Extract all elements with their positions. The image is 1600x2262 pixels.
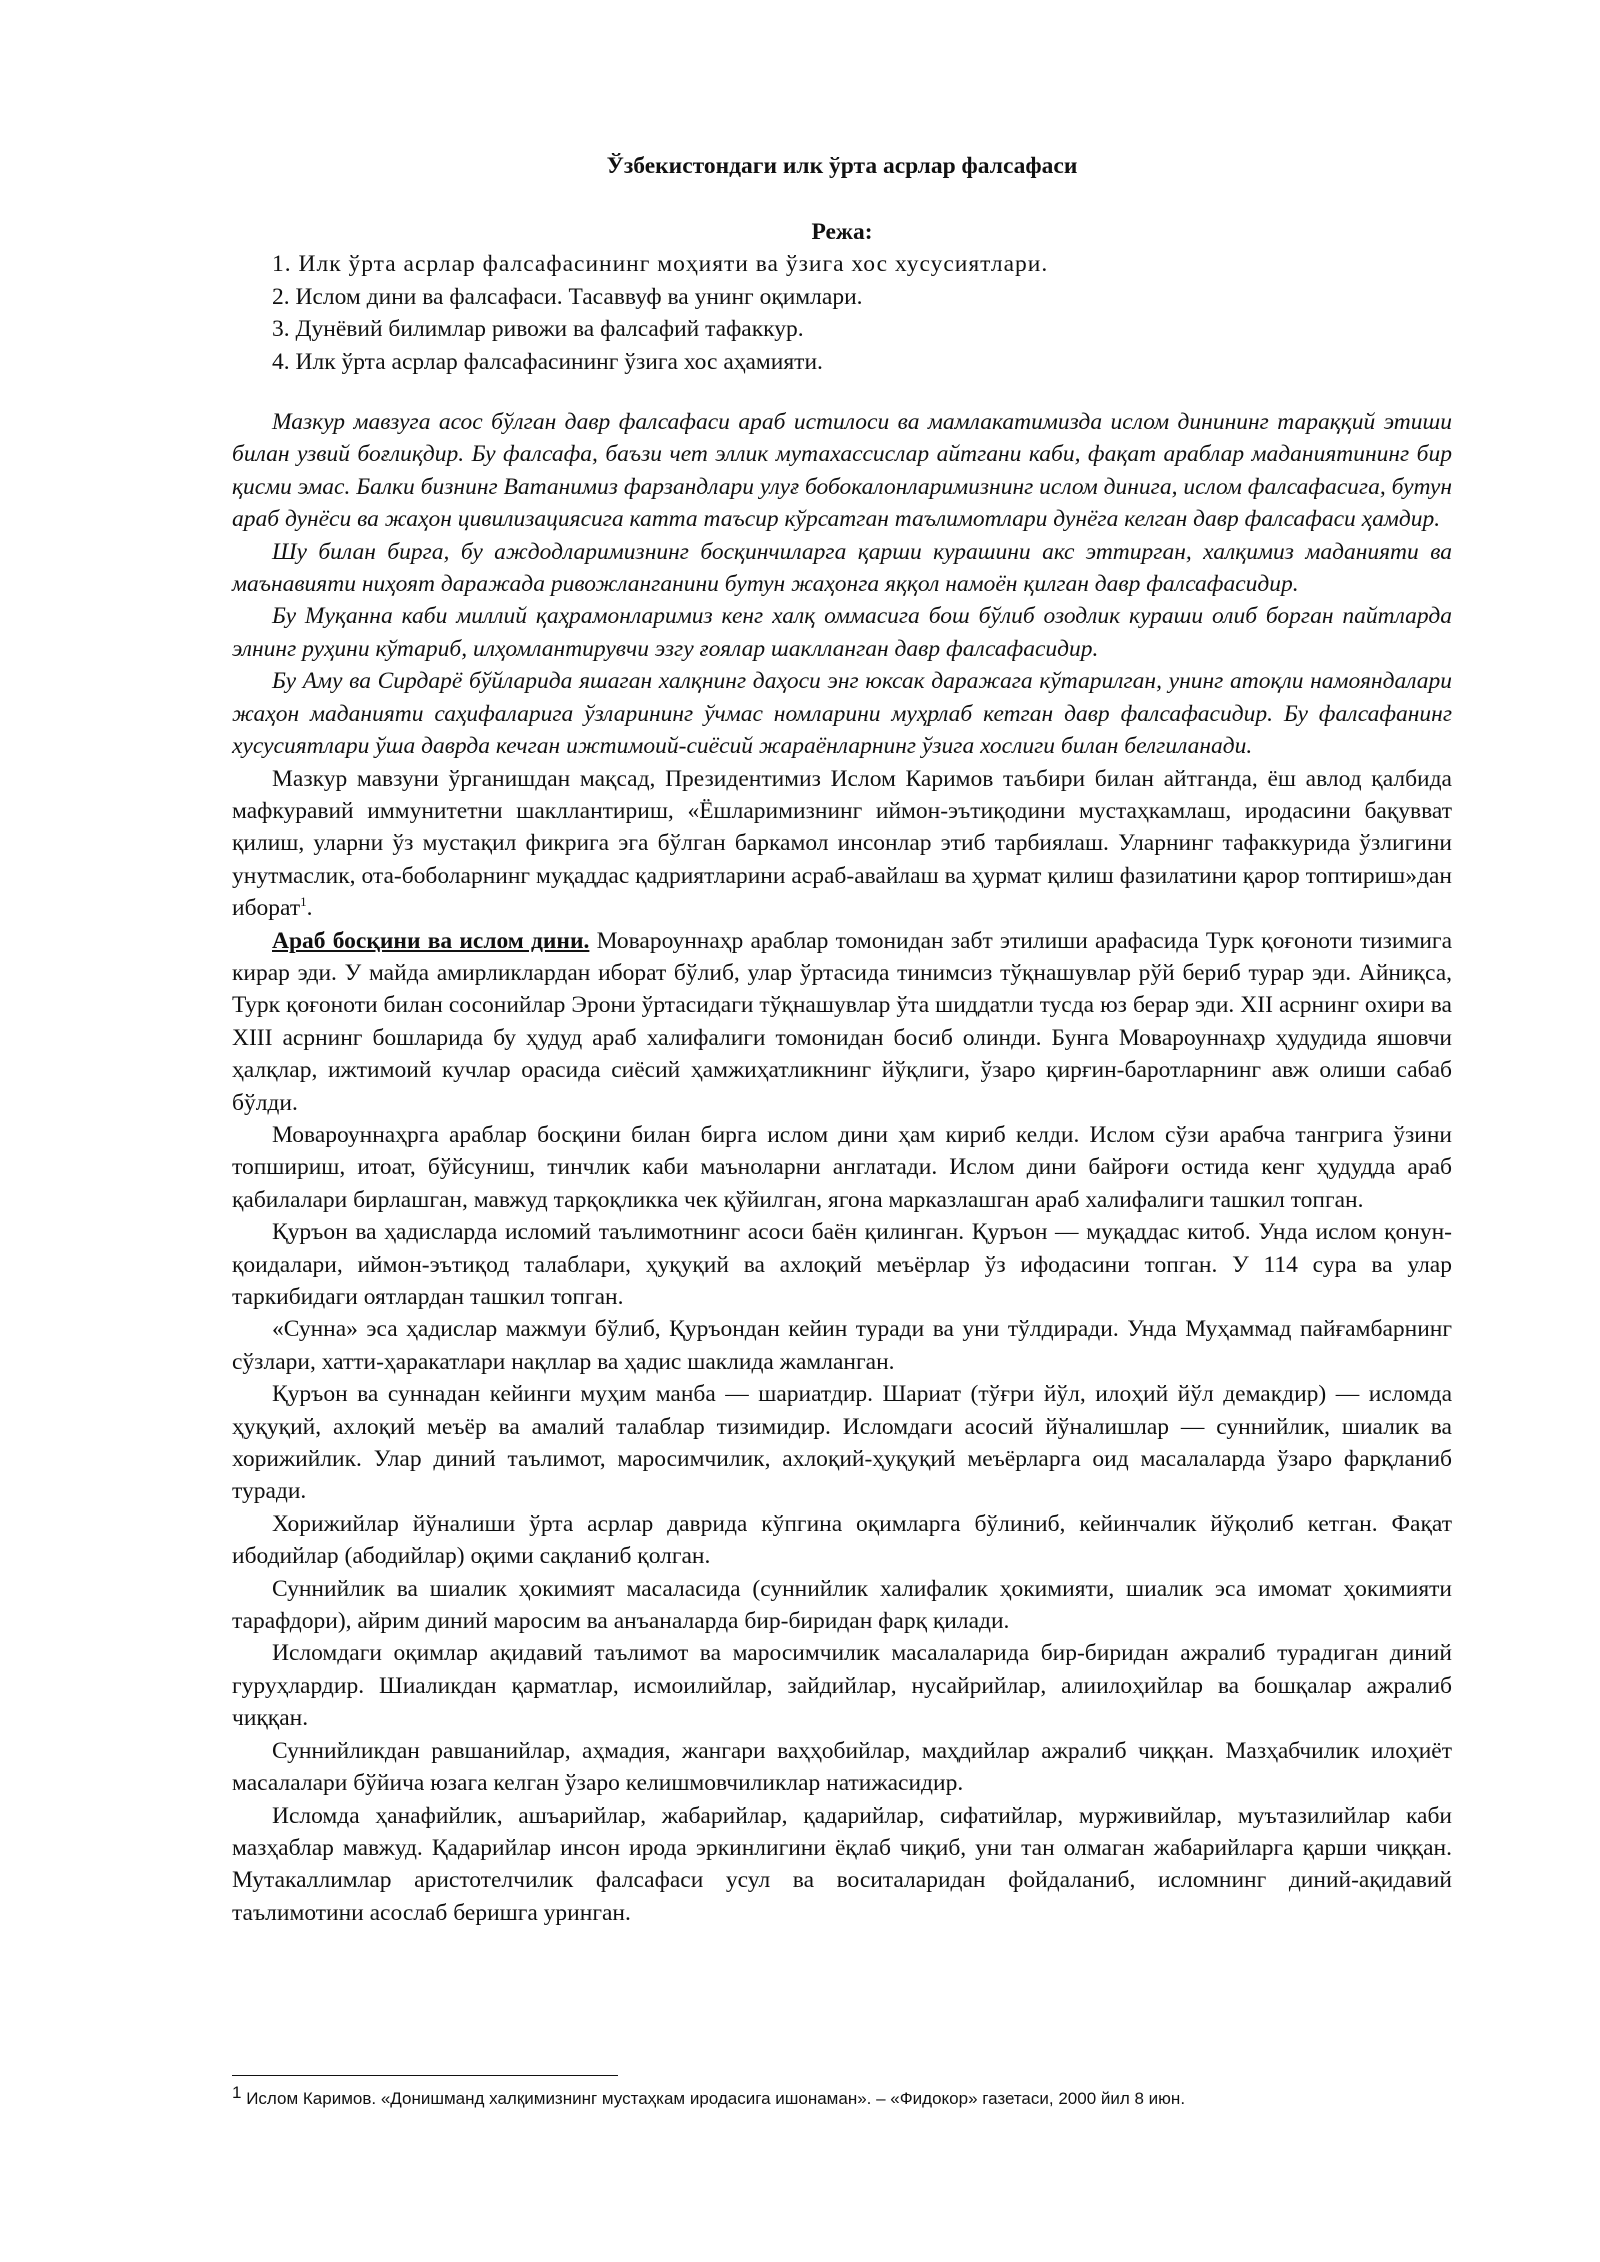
purpose-paragraph bbox=[232, 763, 1452, 925]
footnote-reference[interactable]: 1 bbox=[300, 894, 307, 910]
italic-paragraph: Бу Муқанна каби миллий қаҳрамонларимиз кенг халқ оммасига бош бўлиб озодлик кураши олиб борган пайтларда элнинг руҳини кўтариб, илҳомлантирувчи эзгу ғоялар шаклланган давр фалсафасидир. bbox=[232, 603, 1452, 662]
intro-section bbox=[232, 406, 1452, 762]
body-paragraph: Қуръон ва суннадан кейинги муҳим манба — шариатдир. Шариат (тўғри йўл, илоҳий йўл демакдир) — исломда ҳуқуқий, ахлоқий меъёр ва амалий талаблар тизимидир. Исломдаги асосий йўналишлар — суннийлик, шиалик ва хорижийлик. Улар диний таълимот, маросимчилик, ахлоқий-ҳуқуқий меъёрларга оид масалаларда ўзаро фарқланиб туради. bbox=[232, 1381, 1452, 1505]
footnote-number: 1 bbox=[232, 2083, 242, 2102]
plan-item: 3. Дунёвий билимлар ривожи ва фалсафий тафаккур. bbox=[272, 316, 804, 343]
italic-paragraph: Мазкур мавзуга асос бўлган давр фалсафаси араб истилоси ва мамлакатимизда ислом динининг тараққий этиши билан узвий боғлиқдир. Бу фалсафа, баъзи чет эллик мутахассислар айтгани каби, фақат араблар маданиятининг бир қисми эмас. Балки бизнинг Ватанимиз фарзандлари улуғ бобокалонларимизнинг ислом динига, ислом фалсафасига, бутун араб дунёси ва жаҳон цивилизациясига катта таъсир кўрсатган таълимотлари дунёга келган давр фалсафаси ҳамдир. bbox=[232, 409, 1452, 533]
body-paragraph: Суннийлик ва шиалик ҳокимият масаласида (суннийлик халифалик ҳокимияти, шиалик эса имомат ҳокимияти тарафдори), айрим диний маросим ва анъаналарда бир-биридан фарқ қилади. bbox=[232, 1575, 1452, 1635]
section-heading: Араб босқини ва ислом дини. bbox=[272, 927, 590, 954]
document-body bbox=[232, 150, 1452, 1929]
document-title: Ўзбекистондаги илк ўрта асрлар фалсафаси bbox=[606, 153, 1078, 179]
italic-paragraph: Бу Аму ва Сирдарё бўйларида яшаган халқнинг даҳоси энг юксак даражага кўтарилган, унинг атоқли намояндалари жаҳон маданияти саҳифаларига ўзларининг ўчмас номларини муҳрлаб кетган давр фалсафасидир. Бу фалсафанинг хусусиятлари ўша даврда кечган ижтимоий-сиёсий жараёнларнинг ўзига хослиги билан белгиланади. bbox=[232, 668, 1452, 760]
body-paragraph: Мовароуннаҳрга араблар босқини билан бирга ислом дини ҳам кириб келди. Ислом сўзи арабча тангрига ўзини топшириш, итоат, бўйсуниш, тинчлик каби маъноларни англатади. Ислом дини байроғи остида кенг ҳудудда араб қабилалари бирлашган, мавжуд тарқоқликка чек қўйилган, ягона марказлашган араб халифалиги ташкил топган. bbox=[232, 1121, 1452, 1213]
body-paragraph: «Сунна» эса ҳадислар мажмуи бўлиб, Қуръондан кейин туради ва уни тўлдиради. Унда Муҳаммад пайғамбарнинг сўзлари, хатти-ҳаракатлари нақллар ва ҳадис шаклида жамланган. bbox=[232, 1316, 1452, 1375]
section-lead-text: Мовароуннаҳр араблар томонидан забт этилиши арафасида Турк қоғоноти тизимига кирар эди. У майда амирликлардан иборат бўлиб, улар ўртасида тинимсиз тўқнашувлар рўй бериб турар эди. Айниқса, Турк қоғоноти билан сосонийлар Эрони ўртасидаги тўқнашувлар ўта шиддатли тусда юз берар эди. XII асрнинг охири ва XIII асрнинг бошларида бу ҳудуд араб халифалиги томонидан босиб олинди. Бунга Мовароуннаҳр ҳудудида яшовчи ҳалқлар, ижтимоий кучлар орасида сиёсий ҳамжиҳатликнинг йўқлиги, ўзаро қирғин-баротларнинг авж олиши сабаб бўлди. bbox=[232, 927, 1452, 1116]
plan-heading: Режа: bbox=[811, 219, 873, 245]
plan-item: 4. Илк ўрта асрлар фалсафасининг ўзига хос аҳамияти. bbox=[272, 348, 823, 375]
footnote bbox=[232, 2083, 1452, 2111]
italic-paragraph: Шу билан бирга, бу аждодларимизнинг босқинчиларга қарши курашини акс эттирган, халқимиз маданияти ва маънавияти ниҳоят даражада ривожланганини бутун жаҳонга яққол намоён қилган давр фалсафасидир. bbox=[232, 538, 1452, 598]
purpose-text: Мазкур мавзуни ўрганишдан мақсад, Президентимиз Ислом Каримов таъбири билан айтганда, ёш авлод қалбида мафкуравий иммунитетни шакллантириш, «Ёшларимизнинг иймон-эътиқодини мустаҳкамлаш, иродасини бақувват қилиш, уларни ўз мустақил фикрига эга бўлган баркамол инсонлар этиб тарбиялаш. Уларнинг тафаккурида ўзлигини унутмаслик, ота-боболарнинг муқаддас қадриятларини асраб-авайлаш ва ҳурмат қилиш фазилатини қарор топтириш»дан иборат bbox=[232, 765, 1452, 922]
body-paragraph: Хорижийлар йўналиши ўрта асрлар даврида кўпгина оқимларга бўлиниб, кейинчалик йўқолиб кетган. Фақат ибодийлар (абодийлар) оқими сақланиб қолган. bbox=[232, 1510, 1452, 1570]
body-paragraph: Исломдаги оқимлар ақидавий таълимот ва маросимчилик масалаларида бир-биридан ажралиб турадиган диний гуруҳлардир. Шиаликдан қарматлар, исмоилийлар, зайдийлар, нусайрийлар, алиилоҳийлар ва бошқалар ажралиб чиққан. bbox=[232, 1640, 1452, 1732]
purpose-end: . bbox=[306, 895, 313, 922]
plan-item: 1. Илк ўрта асрлар фалсафасининг моҳияти ва ўзига хос хусусиятлари. bbox=[272, 251, 1049, 278]
body-paragraph: Суннийликдан равшанийлар, аҳмадия, жангари ваҳҳобийлар, маҳдийлар ажралиб чиққан. Мазҳабчилик илоҳиёт масалалари бўйича юзага келган ўзаро келишмовчиликлар натижасидир. bbox=[232, 1737, 1452, 1797]
body-paragraph: Исломда ҳанафийлик, ашъарийлар, жабарийлар, қадарийлар, сифатийлар, мурживийлар, муътазилийлар каби мазҳаблар мавжуд. Қадарийлар инсон ирода эркинлигини ёқлаб чиқиб, уни тан олмаган жабарийларга қарши чиққан. Мутакаллимлар аристотелчилик фалсафаси усул ва воситаларидан фойдаланиб, исломнинг диний-ақидавий таълимотини асослаб беришга уринган. bbox=[232, 1802, 1452, 1926]
section-paragraph bbox=[232, 925, 1452, 1119]
plan-list bbox=[232, 248, 1452, 378]
plan-item: 2. Ислом дини ва фалсафаси. Тасаввуф ва унинг оқимлари. bbox=[272, 283, 863, 310]
footnote-text: Ислом Каримов. «Донишманд халқимизнинг мустаҳкам иродасига ишонаман». – «Фидокор» газетаси, 2000 йил 8 июн. bbox=[246, 2089, 1186, 2108]
footnote-separator bbox=[232, 2075, 618, 2076]
body-paragraph: Қуръон ва ҳадисларда исломий таълимотнинг асоси баён қилинган. Қуръон — муқаддас китоб. Унда ислом қонун-қоидалари, иймон-эътиқод талаблари, ҳуқуқий ва ахлоқий меъёрлар ўз ифодасини топган. У 114 сура ва улар таркибидаги оятлардан ташкил топган. bbox=[232, 1219, 1452, 1310]
